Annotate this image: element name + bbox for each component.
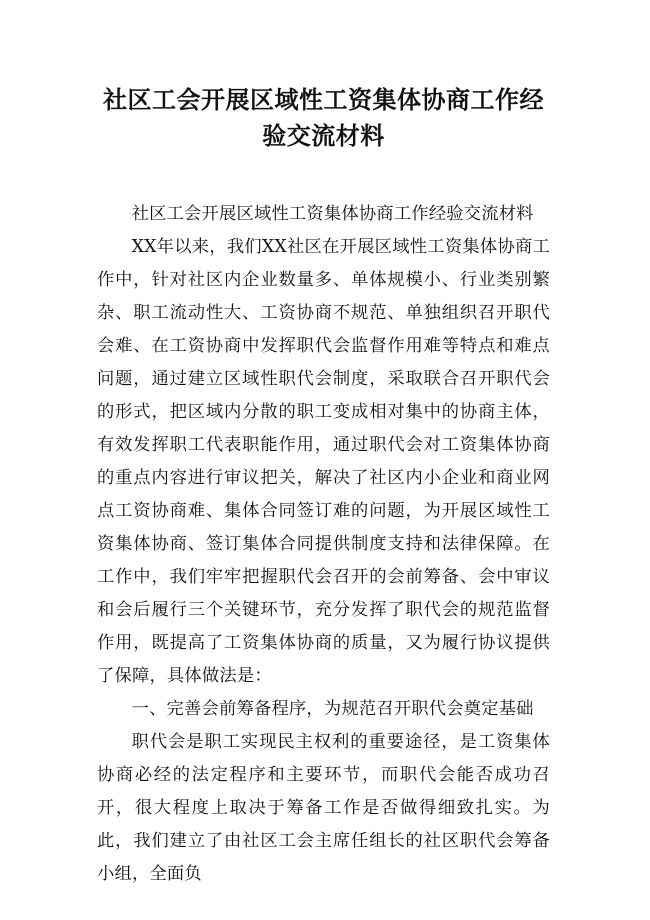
body-paragraph-section-1: 职代会是职工实现民主权利的重要途径，是工资集体协商必经的法定程序和主要环节，而职代会能否成功召开，很大程度上取决于筹备工作是否做得细致扎实。为此，我们建立了由社区工会主席任组长的社区职代会筹备小组，全面负 — [97, 732, 550, 884]
section-heading-1: 一、完善会前筹备程序，为规范召开职代会奠定基础 — [131, 699, 534, 719]
document-title — [97, 82, 550, 154]
document-subtitle: 社区工会开展区域性工资集体协商工作经验交流材料 — [131, 204, 534, 224]
document-body — [97, 198, 550, 891]
body-paragraph-intro: XX年以来，我们XX社区在开展区域性工资集体协商工作中，针对社区内企业数量多、单体规模小、行业类别繁杂、职工流动性大、工资协商不规范、单独组织召开职代会难、在工资协商中发挥职代会监督作用难等特点和难点问题，通过建立区域性职代会制度，采取联合召开职代会的形式，把区域内分散的职工变成相对集中的协商主体，有效发挥职工代表职能作用，通过职代会对工资集体协商的重点内容进行审议把关，解决了社区内小企业和商业网点工资协商难、集体合同签订难的问题，为开展区域性工资集体协商、签订集体合同提供制度支持和法律保障。在工作中，我们牢牢把握职代会召开的会前筹备、会中审议和会后履行三个关键环节，充分发挥了职代会的规范监督作用，既提高了工资集体协商的质量，又为履行协议提供了保障，具体做法是： — [97, 237, 550, 686]
document-title-line-1: 社区工会开展区域性工资集体协商工作经 — [103, 86, 544, 114]
document-title-line-2: 验交流材料 — [262, 122, 385, 150]
